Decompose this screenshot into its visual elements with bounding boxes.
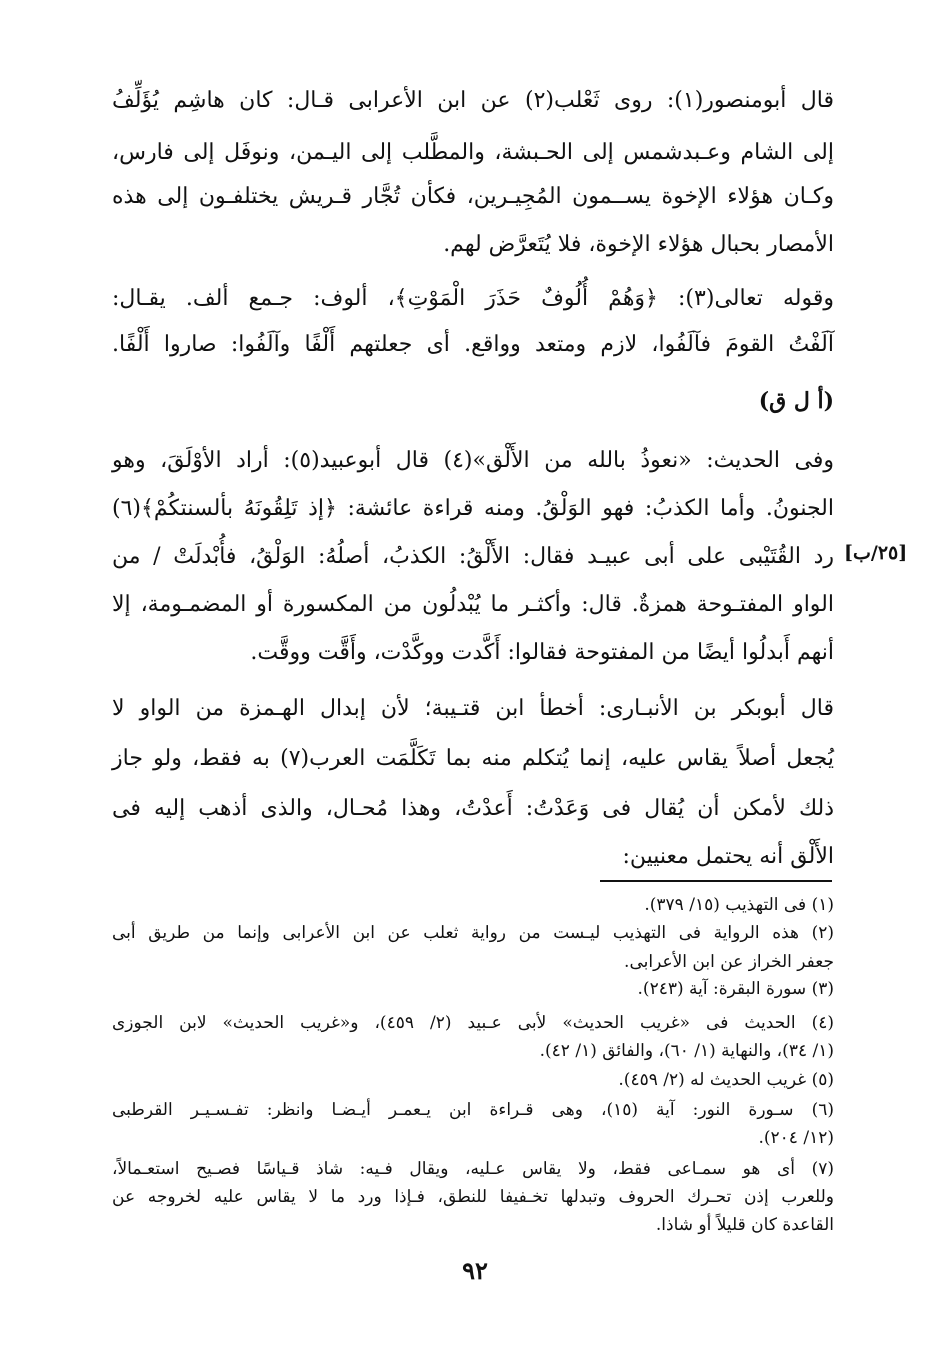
folio-margin-note: [٢٥/ب] xyxy=(844,542,908,564)
body-line: الأمصار بحبال هؤلاء الإخوة، فلا يُتَعرَّض لهم. xyxy=(443,232,834,257)
section-heading: (أ ل ق) xyxy=(758,388,834,414)
body-line: الأَلْق أنه يحتمل معنيين: xyxy=(622,844,834,869)
body-line: وقوله تعالى(٣): ﴿وَهُمْ أُلُوفٌ حَذَرَ الْمَوْتِ﴾، ألوف: جـمع ألف. يقـال: xyxy=(112,286,835,311)
footnote-line: (٧) أى هو سمـاعى فقط، ولا يقاس عـليه، ويقال فـيه: شاذ قـياسًا فصـيح استعـمالاً، xyxy=(112,1159,834,1179)
body-line: رد القُتَيْبى على أبى عبيـد فقال: الأَلْقُ: الكذبُ، أصلُهُ: الوَلْقُ، فأُبْدلَتْ / من xyxy=(112,544,834,569)
footnote-line: (١) فى التهذيب (١٥/ ٣٧٩). xyxy=(644,895,834,915)
body-line: أنهم أَبدلُوا أيضًا من المفتوحة فقالوا: أَكَّدت ووكَّدْت، وأَقَّت ووقَّت. xyxy=(250,640,834,665)
footnote-line: وللعرب إذن تحـرك الحروف وتبدلها تخـفيفا للنطق، فـإذا ورد ما لا يقاس عليه لخروجه عن xyxy=(112,1187,834,1207)
footnote-line: (٥) غريب الحديث له (٢/ ٤٥٩). xyxy=(618,1070,834,1090)
footnote-line: (٣) سورة البقرة: آية (٢٤٣). xyxy=(637,979,834,999)
body-line: إلى الشام وعـبدشمس إلى الحـبشة، والمطَّلب إلى اليـمن، ونوفَل إلى فارس، xyxy=(112,140,834,165)
footnote-line: (١٢/ ٢٠٤). xyxy=(758,1128,834,1148)
body-line: الواو المفتـوحة همزةٌ. قال: وأكثـر ما يُبْدلُون من المكسورة أو المضمـومة، إلا xyxy=(112,592,834,617)
footnote-line: جعفر الخراز عن ابن الأعرابى. xyxy=(624,952,834,972)
body-line: يُجعل أصلاً يقاس عليه، إنما يُتكلم منه بما تَكَلَّمَت العرب(٧) به فقط، ولو جاز xyxy=(112,746,834,771)
body-line: الجنونُ. وأما الكذبُ: فهو الوَلْقُ. ومنه قراءة عائشة: ﴿إذ تَلِقُونَهُ بألسنتكُمْ﴾(٦) xyxy=(112,496,834,521)
footnote-line: (٢) هذه الرواية فى التهذيب ليـست من رواية ثعلب عن ابن الأعرابى وإنما من طريق أبى xyxy=(112,923,834,943)
footnote-line: (٤) الحديث فى «غريب الحديث» لأبى عـبيد (٢/ ٤٥٩)، و«غريب الحديث» لابن الجوزى xyxy=(112,1013,834,1033)
page-number: ٩٢ xyxy=(462,1256,488,1285)
footnote-line: (٦) سـورة النور: آية (١٥)، وهى قـراءة ابن يـعمـر أيـضـا وانظر: تفـسـيـر القرطبى xyxy=(112,1100,835,1120)
body-line: ذلك لأمكن أن يُقال فى وَعَدْتُ: أَعدْتُ، وهذا مُحـال، والذى أذهب إليه فى xyxy=(112,796,834,821)
body-line: آلَفْتُ القومَ فآلَفُوا، لازم ومتعد وواقع. أى جعلتهم أَلْفًا وآلَفُوا: صاروا أَلْفًا. xyxy=(112,332,834,357)
body-line: قال أبوبكر بن الأنبـارى: أخطأ ابن قتـيبة؛ لأن إبدال الهـمزة من الواو لا xyxy=(112,696,834,721)
footnotes xyxy=(112,0,834,1250)
footnote-line: (١/ ٣٤)، والنهاية (١/ ٦٠)، والفائق (١/ ٤٢). xyxy=(539,1041,834,1061)
body-line: وكـان هؤلاء الإخوة يســمون المُجِيـرين، فكأن تُجَّار قـريش يختلفـون إلى هذه xyxy=(112,184,834,209)
body-line: قال أبومنصور(١): روى ثَعْلب(٢) عن ابن الأعرابى قـال: كان هاشِم يُؤَلِّفُ xyxy=(112,88,835,113)
footnote-line: القاعدة كان قليلاً أو شاذا. xyxy=(655,1215,834,1235)
body-line: وفى الحديث: «نعوذُ بالله من الأَلْق»(٤) قال أبوعبيد(٥): أراد الأوْلَقَ، وهو xyxy=(112,448,834,473)
